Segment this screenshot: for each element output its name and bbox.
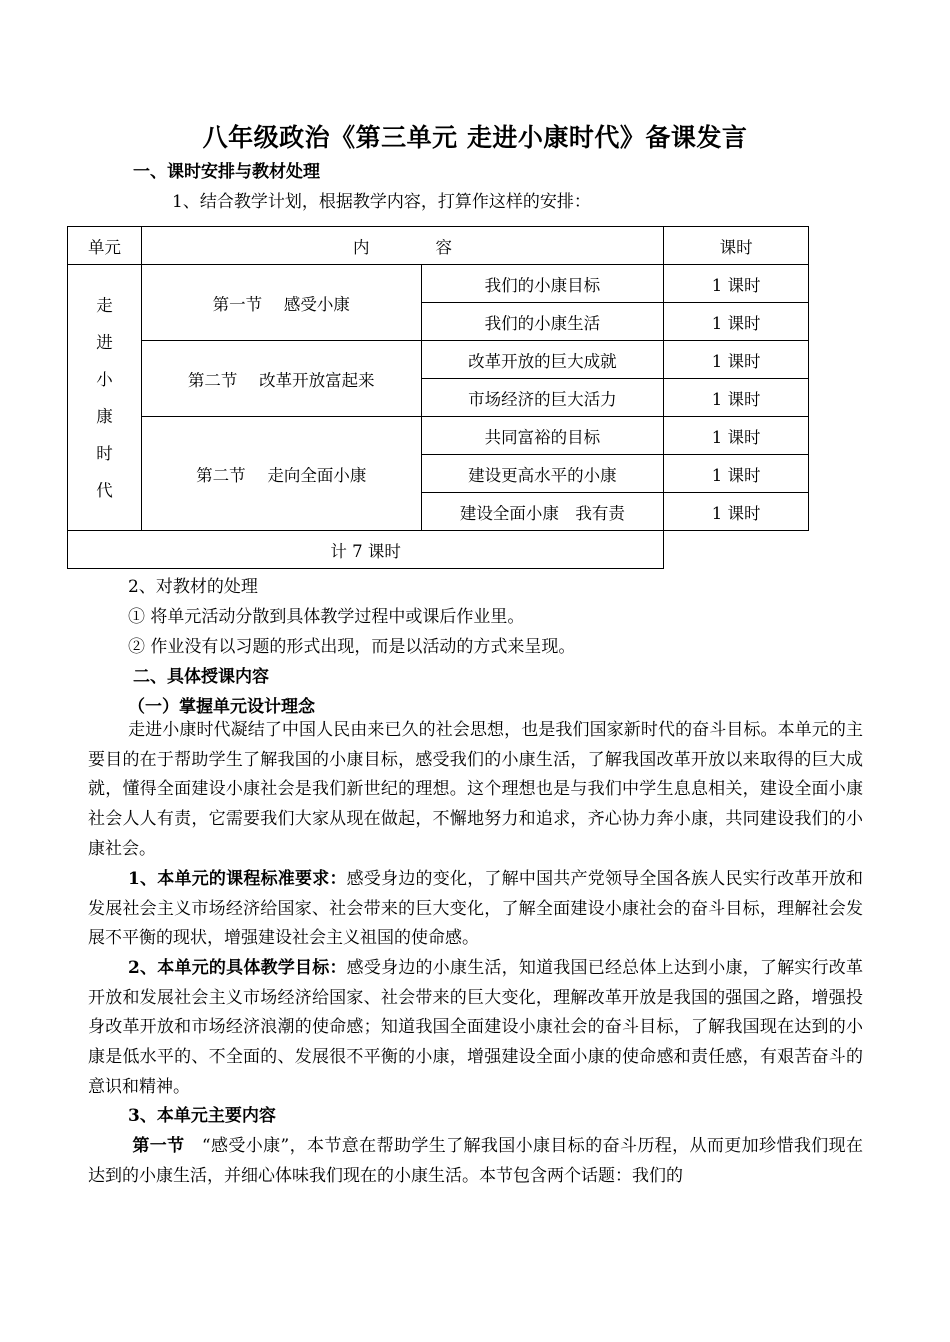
section-name-cell: 第二节 走向全面小康 — [141, 417, 421, 531]
topic-cell: 市场经济的巨大活力 — [421, 379, 664, 417]
hours-cell: 1 课时 — [664, 341, 809, 379]
hours-cell: 1 课时 — [664, 493, 809, 531]
hours-cell: 1 课时 — [664, 417, 809, 455]
topic-cell: 建设更高水平的小康 — [421, 455, 664, 493]
header-hours: 课时 — [664, 227, 809, 265]
section-name-cell: 第二节 改革开放富起来 — [141, 341, 421, 417]
paragraph-main-content-heading — [88, 1102, 863, 1132]
table-total-row — [68, 531, 809, 569]
section-heading-2: 二、具体授课内容 — [133, 667, 269, 687]
unit-char: 小 — [96, 369, 113, 389]
paragraph-text: “感受小康”，本节意在帮助学生了解我国小康目标的奋斗历程，从而更加珍惜我们现在达到的小康生活，并细心体味我们现在的小康生活。本节包含两个话题：我们的 — [88, 1136, 863, 1186]
paragraph-curriculum-standard — [88, 865, 863, 954]
topic-cell: 我们的小康生活 — [421, 303, 664, 341]
paragraph-section-one — [88, 1132, 863, 1191]
topic-cell: 改革开放的巨大成就 — [421, 341, 664, 379]
topic-cell: 我们的小康目标 — [421, 265, 664, 303]
subsection-heading-1: （一）掌握单元设计理念 — [128, 697, 315, 717]
hours-cell: 1 课时 — [664, 379, 809, 417]
paragraph-label: 第一节 — [132, 1136, 185, 1156]
paragraph-teaching-goals — [88, 954, 863, 1103]
header-content: 内 容 — [141, 227, 663, 265]
unit-char: 时 — [96, 443, 113, 463]
table-row — [68, 417, 809, 455]
lesson-plan-table — [67, 226, 809, 569]
paragraph-label: 2、本单元的具体教学目标： — [128, 958, 347, 978]
materials-heading: 2、对教材的处理 — [128, 577, 258, 597]
paragraph-design-concept — [88, 716, 863, 865]
paragraph-label: 3、本单元主要内容 — [128, 1106, 276, 1126]
topic-cell: 共同富裕的目标 — [421, 417, 664, 455]
materials-item-1: ① 将单元活动分散到具体教学过程中或课后作业里。 — [128, 607, 525, 627]
unit-char: 代 — [96, 480, 113, 500]
unit-char: 走 — [96, 295, 113, 315]
paragraph-text: 感受身边的变化，了解中国共产党领导全国各族人民实行改革开放和发展社会主义市场经济给国家、社会带来的巨大变化，了解全面建设小康社会的奋斗目标，理解社会发展不平衡的现状，增强建设社会主义祖国的使命感。 — [88, 869, 864, 949]
unit-char: 康 — [96, 406, 113, 426]
unit-char: 进 — [96, 332, 113, 352]
topic-cell: 建设全面小康 我有责 — [421, 493, 664, 531]
hours-cell: 1 课时 — [664, 455, 809, 493]
header-unit: 单元 — [68, 227, 142, 265]
section-heading-1: 一、课时安排与教材处理 — [133, 162, 320, 182]
section-name-cell: 第一节 感受小康 — [141, 265, 421, 341]
hours-cell: 1 课时 — [664, 265, 809, 303]
total-hours-cell: 计 7 课时 — [68, 531, 664, 569]
table-row — [68, 265, 809, 303]
paragraph-label: 1、本单元的课程标准要求： — [128, 869, 347, 889]
paragraph-text: 走进小康时代凝结了中国人民由来已久的社会思想，也是我们国家新时代的奋斗目标。本单元的主要目的在于帮助学生了解我国的小康目标，感受我们的小康生活，了解我国改革开放以来取得的巨大成就，懂得全面建设小康社会是我们新世纪的理想。这个理想也是与我们中学生息息相关，建设全面小康社会人人有责，它需要我们大家从现在做起，不懈地努力和追求，齐心协力奔小康，共同建设我们的小康社会。 — [88, 720, 863, 859]
unit-name-cell — [68, 265, 142, 531]
hours-cell: 1 课时 — [664, 303, 809, 341]
materials-item-2: ② 作业没有以习题的形式出现，而是以活动的方式来呈现。 — [128, 637, 576, 657]
document-title: 八年级政治《第三单元 走进小康时代》备课发言 — [202, 123, 748, 152]
paragraph-text: 感受身边的小康生活，知道我国已经总体上达到小康，了解实行改革开放和发展社会主义市场经济给国家、社会带来的巨大变化，理解改革开放是我国的强国之路，增强投身改革开放和市场经济浪潮的使命感；知道我国全面建设小康社会的奋斗目标，了解我国现在达到的小康是低水平的、不全面的、发展很不平衡的小康，增强建设全面小康的使命感和责任感，有艰苦奋斗的意识和精神。 — [88, 958, 864, 1097]
table-row — [68, 341, 809, 379]
table-header-row — [68, 227, 809, 265]
section1-intro: 1、结合教学计划，根据教学内容，打算作这样的安排： — [172, 192, 591, 212]
